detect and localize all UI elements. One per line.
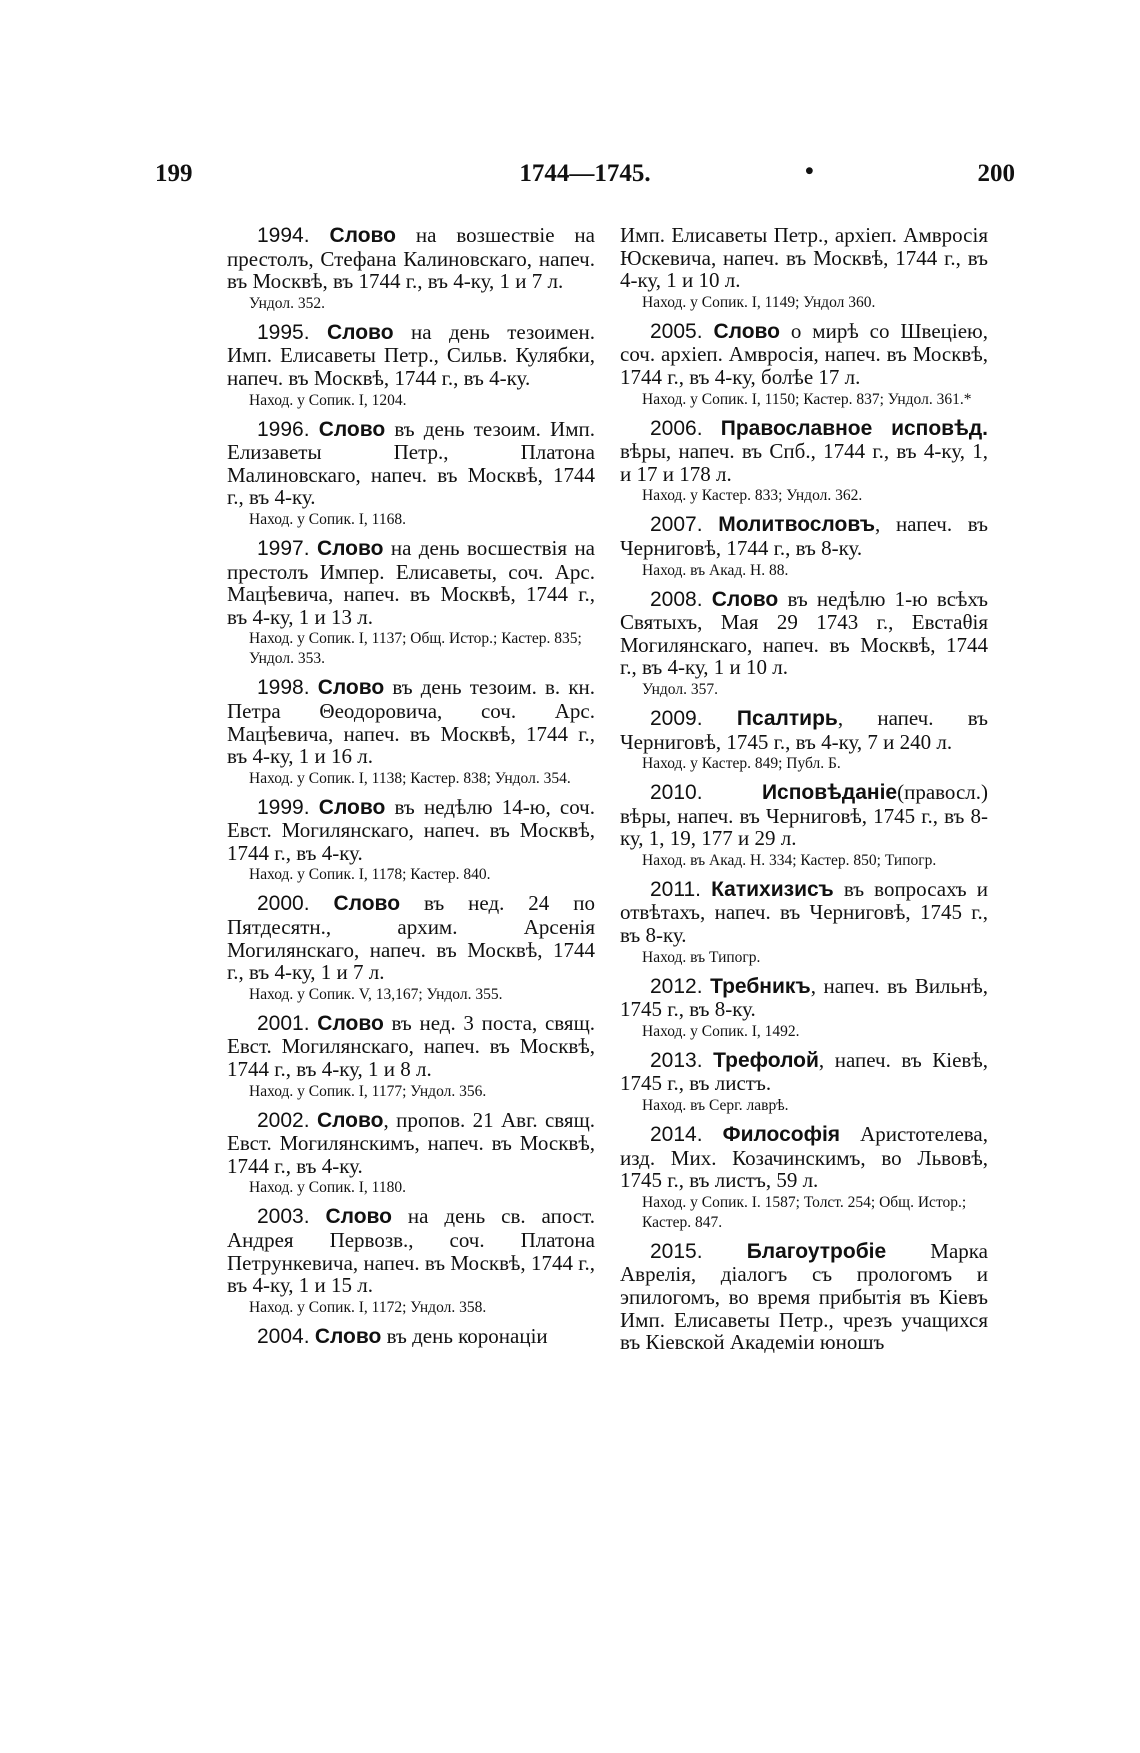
catalog-entry <box>620 588 988 700</box>
entry-text: (правосл.) вѣры, напеч. въ Черниговѣ, 1745 г., въ 8-ку, 1, 19, 177 и 29 л. <box>620 780 988 851</box>
entry-source-note: Наход. въ Акад. Н. 334; Кастер. 850; Типогр. <box>642 851 937 869</box>
entry-text: , напеч. въ Вильнѣ, 1745 г., въ 8-ку. <box>620 973 989 1022</box>
entry-number: 1995. <box>257 320 310 344</box>
catalog-entry <box>620 975 988 1042</box>
catalog-entry <box>227 892 595 1004</box>
entry-number: 2006. <box>650 416 703 440</box>
entry-title-keyword: Псалтирь <box>736 706 838 730</box>
entry-text: Имп. Елисаветы Петр., архіеп. Амвросія Юскевича, напеч. въ Москвѣ, 1744 г., въ 4-ку, 1 и 10 л. <box>620 223 988 293</box>
entry-number: 1996. <box>257 417 310 441</box>
catalog-entry <box>227 1325 595 1349</box>
catalog-entry <box>227 321 595 411</box>
entry-source-note: Ундол. 357. <box>642 680 718 698</box>
entry-number: 1994. <box>257 224 310 247</box>
catalog-entry <box>620 781 988 871</box>
entry-source-note: Наход. у Сопик. I, 1177; Ундол. 356. <box>249 1082 487 1100</box>
entry-number: 2013. <box>650 1048 703 1072</box>
catalog-entry <box>620 513 988 580</box>
entry-number: 2000. <box>257 892 310 916</box>
catalog-entry <box>620 417 988 507</box>
catalog-entry <box>227 1012 595 1102</box>
entry-number: 2012. <box>650 974 703 998</box>
entry-source-note: Наход. у Сопик. I, 1172; Ундол. 358. <box>249 1298 487 1316</box>
entry-number: 2011. <box>650 877 701 901</box>
catalog-entry <box>620 707 988 774</box>
entry-number: 2009. <box>650 706 703 730</box>
entry-title-keyword: Слово <box>316 1108 384 1132</box>
entry-text: вѣры, напеч. въ Спб., 1744 г., въ 4-ку, 1, и 17 и 178 л. <box>620 439 988 486</box>
entry-text: на день св. апост. Андрея Первозв., соч. Платона Петрункевича, напеч. въ Москвѣ, 1744 г., въ 4-ку, 1 и 15 л. <box>227 1204 596 1298</box>
entry-text: въ день тезоим. в. кн. Петра Θеодоровича, соч. Арс. Мацѣевича, напеч. въ Москвѣ, 1744 г., въ 4-ку, 1 и 16 л. <box>227 675 596 769</box>
catalog-entry <box>620 320 988 410</box>
entry-source-note: Ундол. 352. <box>249 294 325 312</box>
entry-title-keyword: Слово <box>314 1324 382 1348</box>
catalog-entry <box>620 224 988 313</box>
entry-source-note: Наход. у Сопик. I, 1149; Ундол 360. <box>642 293 876 311</box>
entry-source-note: Наход. у Сопик. I, 1137; Общ. Истор.; Кастер. 835; Ундол. 353. <box>249 630 582 668</box>
catalog-entry <box>227 224 595 314</box>
entry-title-keyword: Трефолой <box>713 1048 819 1072</box>
catalog-entry <box>227 676 595 788</box>
entry-number: 2015. <box>650 1239 703 1263</box>
entry-source-note: Наход. въ Серг. лаврѣ. <box>642 1097 789 1115</box>
entry-source-note: Наход. въ Типогр. <box>642 948 761 966</box>
entry-source-note: Наход. у Сопик. I, 1180. <box>249 1179 406 1197</box>
left-column <box>227 224 595 1355</box>
catalog-entry <box>620 1049 988 1116</box>
entry-text: въ нед. 24 по Пятдесятн., архим. Арсенія Могилянскаго, напеч. въ Москвѣ, 1744 г., въ 4-ку, 1 и 7 л. <box>227 891 595 985</box>
entry-source-note: Наход. у Сопик. I, 1204. <box>249 391 407 409</box>
entry-text: въ недѣлю 14-ю, соч. Евст. Могилянскаго, напеч. въ Москвѣ, 1744 г., въ 4-ку. <box>227 794 595 865</box>
entry-text: въ недѣлю 1-ю всѣхъ Святыхъ, Мая 29 1743 г., Евстаθія Могилянскаго, напеч. въ Москвѣ, 1744 г., въ 4-ку, 1 и 10 л. <box>620 586 988 680</box>
entry-title-keyword: Слово <box>713 319 780 343</box>
entry-text: на день восшествія на престолъ Импер. Елисаветы, соч. Арс. Мацѣевича, напеч. въ Москвѣ, 1744 г., въ 4-ку, 1 и 13 л. <box>227 535 595 629</box>
entry-number: 2003. <box>257 1205 310 1229</box>
page-number-right: 200 <box>977 160 1015 187</box>
entry-number: 2002. <box>257 1108 310 1132</box>
entry-title-keyword: Молитвословъ <box>718 513 876 537</box>
catalog-entry <box>227 537 595 669</box>
entry-title-keyword: Слово <box>316 536 384 560</box>
entry-title-keyword: Благоутробіе <box>746 1239 887 1263</box>
entry-text: на день тезоимен. Имп. Елисаветы Петр., Сильв. Кулябки, напеч. въ Москвѣ, 1744 г., въ 4-ку. <box>227 319 595 390</box>
entry-text: въ день тезоим. Имп. Елизаветы Петр., Платона Малиновскаго, напеч. въ Москвѣ, 1744 г., въ 4-ку. <box>227 416 595 510</box>
entry-title-keyword: Православное исповѣд. <box>720 416 988 440</box>
entry-title-keyword: Слово <box>327 320 394 344</box>
header-dot: • <box>805 158 814 185</box>
entry-title-keyword: Исповѣданіе <box>761 781 898 805</box>
running-title: 1744—1745. <box>519 160 651 187</box>
catalog-entry <box>227 418 595 530</box>
entry-number: 1999. <box>257 795 310 819</box>
entry-text: въ вопросахъ и отвѣтахъ, напеч. въ Черниговѣ, 1745 г., въ 8-ку. <box>620 876 989 948</box>
entry-title-keyword: Катихизисъ <box>711 877 834 901</box>
entry-number: 2014. <box>650 1123 703 1147</box>
entry-text: , пропов. 21 Авг. свящ. Евст. Могилянскимъ, напеч. въ Москвѣ, 1744 г., въ 4-ку. <box>227 1107 596 1178</box>
entry-text: о мирѣ со Швеціею, соч. архіеп. Амвросія, напеч. въ Москвѣ, 1744 г., въ 4-ку, болѣе 17 л. <box>620 318 988 389</box>
entry-number: 2010. <box>650 781 703 805</box>
entry-number: 1998. <box>257 676 310 700</box>
entry-text: въ нед. 3 поста, свящ. Евст. Могилянскаго, напеч. въ Москвѣ, 1744 г., въ 4-ку, 1 и 8 л. <box>227 1010 595 1082</box>
entry-text: на возшествіе на престолъ, Стефана Калиновскаго, напеч. въ Москвѣ, въ 1744 г., въ 4-ку, 1 и 7 л. <box>227 223 595 294</box>
catalog-entry <box>227 1205 595 1317</box>
entry-title-keyword: Требникъ <box>710 974 811 998</box>
entry-text: Марка Аврелія, діалогъ съ прологомъ и эпилогомъ, во время прибытія въ Кіевъ Имп. Елисаветы Петр., чрезъ учащихся въ Кіевской Академіи юношъ <box>620 1238 989 1355</box>
entry-title-keyword: Слово <box>318 795 386 819</box>
entry-text: Аристотелева, изд. Мих. Козачинскимъ, во Львовѣ, 1745 г., въ листъ, 59 л. <box>620 1122 988 1193</box>
entry-source-note: Наход. у Сопик. I, 1150; Кастер. 837; Ундол. 361.* <box>642 390 972 408</box>
page-number-left: 199 <box>155 160 193 187</box>
entry-title-keyword: Слово <box>329 224 396 247</box>
catalog-entry <box>620 1240 988 1354</box>
entry-number: 2008. <box>650 587 703 611</box>
entry-source-note: Наход. у Кастер. 833; Ундол. 362. <box>642 487 863 505</box>
entry-text: , напеч. въ Черниговѣ, 1745 г., въ 4-ку, 7 и 240 л. <box>620 705 989 754</box>
entry-number: 2001. <box>257 1011 310 1035</box>
entry-number: 1997. <box>257 536 310 560</box>
entry-title-keyword: Слово <box>318 417 386 441</box>
entry-title-keyword: Философія <box>722 1123 841 1147</box>
entry-number: 2007. <box>650 513 703 537</box>
entry-text: , напеч. въ Черниговѣ, 1744 г., въ 8-ку. <box>620 512 988 560</box>
right-column <box>620 224 988 1361</box>
entry-source-note: Наход. у Кастер. 849; Публ. Б. <box>642 755 841 773</box>
entry-text: въ день коронаціи <box>381 1323 548 1348</box>
catalog-entry <box>620 878 988 968</box>
entry-number: 2004. <box>257 1324 310 1348</box>
catalog-entry <box>227 796 595 886</box>
entry-source-note: Наход. у Сопик. I. 1587; Толст. 254; Общ. Истор.; Кастер. 847. <box>642 1193 967 1231</box>
entry-source-note: Наход. у Сопик. I, 1168. <box>249 510 406 528</box>
entry-title-keyword: Слово <box>333 892 401 916</box>
entry-title-keyword: Слово <box>325 1205 393 1229</box>
entry-text: , напеч. въ Кіевѣ, 1745 г., въ листъ. <box>620 1047 988 1096</box>
entry-number: 2005. <box>650 319 703 343</box>
entry-source-note: Наход. у Сопик. V, 13,167; Ундол. 355. <box>249 985 503 1003</box>
page-header <box>155 160 1015 194</box>
entry-title-keyword: Слово <box>711 587 779 611</box>
entry-title-keyword: Слово <box>317 1011 384 1035</box>
entry-source-note: Наход. въ Акад. Н. 88. <box>642 561 789 579</box>
entry-source-note: Наход. у Сопик. I, 1492. <box>642 1022 800 1040</box>
entry-source-note: Наход. у Сопик. I, 1178; Кастер. 840. <box>249 866 491 884</box>
entry-source-note: Наход. у Сопик. I, 1138; Кастер. 838; Ундол. 354. <box>249 769 571 787</box>
catalog-entry <box>620 1123 988 1233</box>
catalog-entry <box>227 1109 595 1199</box>
entry-title-keyword: Слово <box>317 676 385 700</box>
